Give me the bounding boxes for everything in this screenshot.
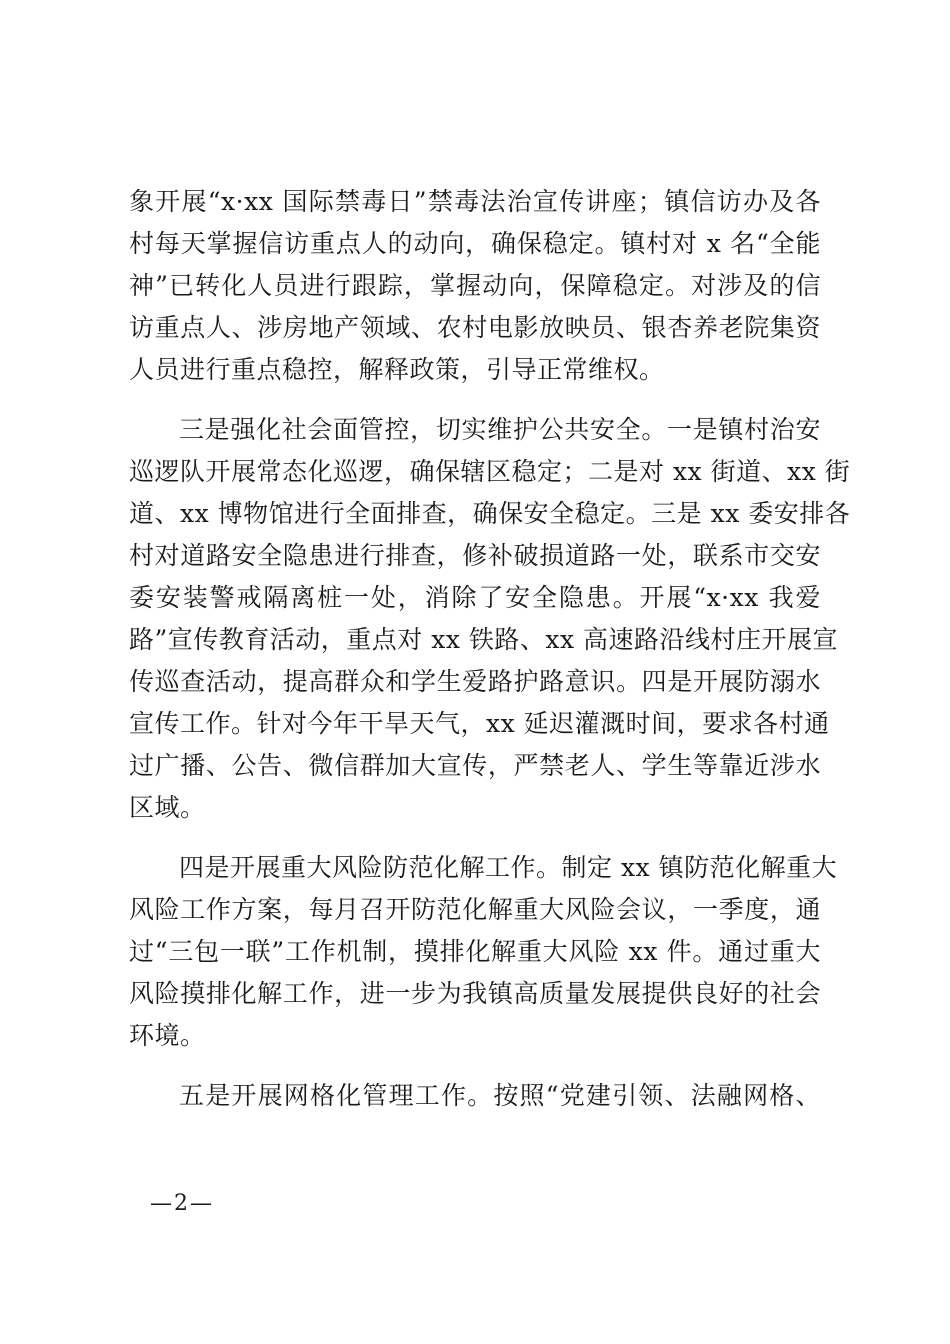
text-line: 村对道路安全隐患进行排查，修补破损道路一处，联系市交安 <box>129 541 821 570</box>
text-line: 过“三包一联”工作机制，摸排化解重大风险 xx 件。通过重大 <box>129 937 821 966</box>
text-line: 委安装警戒隔离桩一处，消除了安全隐患。开展“x·xx 我爱 <box>129 583 821 612</box>
text-line: 三是强化社会面管控，切实维护公共安全。一是镇村治安 <box>179 415 821 444</box>
text-line: 过广播、公告、微信群加大宣传，严禁老人、学生等靠近涉水 <box>129 751 821 780</box>
paragraph <box>129 181 821 391</box>
page-number: —2— <box>150 1191 214 1216</box>
document-body <box>129 181 851 1117</box>
text-line: 路”宣传教育活动，重点对 xx 铁路、xx 高速路沿线村庄开展宣 <box>129 625 839 654</box>
paragraph <box>129 847 838 1057</box>
text-line: 象开展“x·xx 国际禁毒日”禁毒法治宣传讲座；镇信访办及各 <box>129 187 821 216</box>
text-line: 人员进行重点稳控，解释政策，引导正常维权。 <box>129 355 665 384</box>
paragraph <box>129 409 851 829</box>
text-line: 宣传工作。针对今年干旱天气，xx 延迟灌溉时间，要求各村通 <box>129 709 830 738</box>
text-line: 四是开展重大风险防范化解工作。制定 xx 镇防范化解重大 <box>179 853 838 882</box>
text-line: 风险工作方案，每月召开防范化解重大风险会议，一季度，通 <box>129 895 821 924</box>
text-line: 风险摸排化解工作，进一步为我镇高质量发展提供良好的社会 <box>129 979 821 1008</box>
text-line: 巡逻队开展常态化巡逻，确保辖区稳定；二是对 xx 街道、xx 街 <box>129 457 851 486</box>
text-line: 道、xx 博物馆进行全面排查，确保安全稳定。三是 xx 委安排各 <box>129 499 851 528</box>
text-line: 访重点人、涉房地产领域、农村电影放映员、银杏养老院集资 <box>129 313 821 342</box>
text-line: 五是开展网格化管理工作。按照“党建引领、法融网格、 <box>179 1081 821 1110</box>
text-line: 村每天掌握信访重点人的动向，确保稳定。镇村对 x 名“全能 <box>129 229 821 258</box>
text-line: 神”已转化人员进行跟踪，掌握动向，保障稳定。对涉及的信 <box>129 271 821 300</box>
text-line: 传巡查活动，提高群众和学生爱路护路意识。四是开展防溺水 <box>129 667 821 696</box>
text-line: 区域。 <box>129 793 206 822</box>
text-line: 环境。 <box>129 1021 206 1050</box>
paragraph <box>129 1075 821 1117</box>
